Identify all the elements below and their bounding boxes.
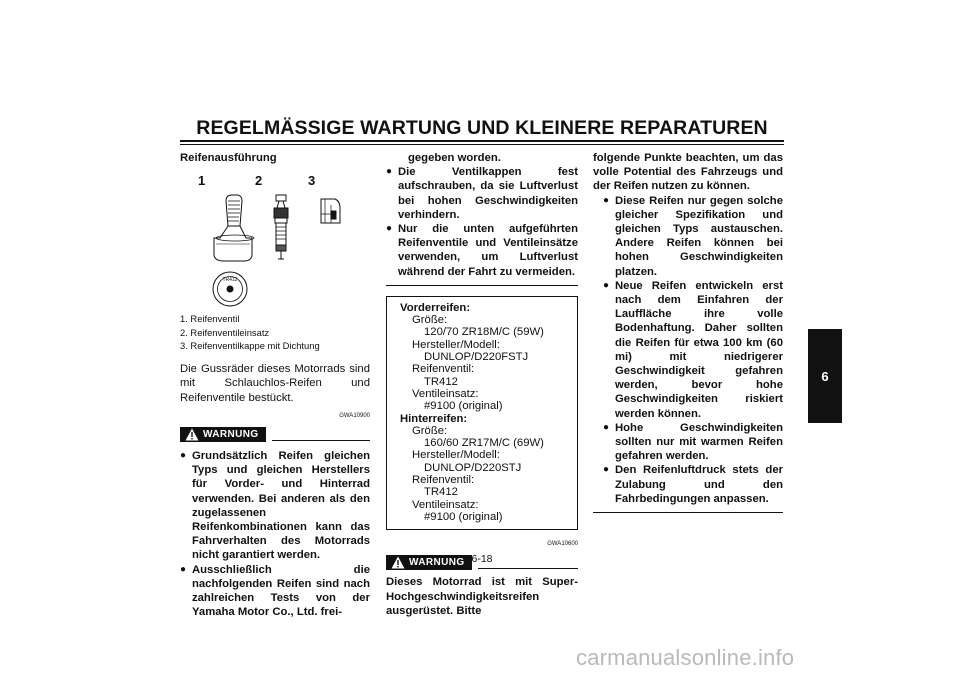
warning-triangle-icon bbox=[391, 556, 405, 569]
warning-badge bbox=[180, 427, 266, 442]
spec-label: Hersteller/Modell: bbox=[412, 338, 500, 351]
section-heading: Reifenausführung bbox=[180, 152, 277, 164]
list-item: ● Den Reifenluftdruck stets der Zulabung und den Fahrbedingungen anpassen. bbox=[603, 463, 783, 506]
spec-label: Ventileinsatz: bbox=[412, 498, 479, 511]
warning-text: Dieses Motorrad ist mit Super-Hochgeschwindigkeitsreifen ausgerüstet. Bitte bbox=[386, 576, 578, 617]
column-1 bbox=[180, 151, 370, 619]
chapter-tab-label: 6 bbox=[821, 368, 829, 384]
figure-captions bbox=[180, 312, 370, 352]
valve-illustration bbox=[180, 168, 370, 310]
spec-value: DUNLOP/D220STJ bbox=[424, 461, 522, 474]
spec-value: TR412 bbox=[424, 486, 458, 499]
warning-end-rule bbox=[593, 512, 783, 513]
list-item: ● Neue Reifen entwickeln erst nach dem Einfahren der Lauffläche ihre volle Bodenhaftung. Daher sollten die Reifen für etwa 100 km (60 mi) mit niedrigerer Geschwindigkeit gefahren werden, bevor hohe Geschwindigkeiten riskiert werden können. bbox=[603, 279, 783, 421]
header-rule bbox=[180, 140, 784, 142]
list-item: ● Nur die unten aufgeführten Reifenventile und Ventileinsätze verwenden, um Luftverlust während der Fahrt zu vermeiden. bbox=[386, 222, 578, 279]
spec-label: Ventileinsatz: bbox=[412, 387, 479, 400]
spec-value: DUNLOP/D220FSTJ bbox=[424, 351, 529, 364]
warning-triangle-icon bbox=[185, 428, 199, 441]
caption: 2. Reifenventileinsatz bbox=[180, 326, 270, 338]
chapter-tab[interactable] bbox=[808, 329, 842, 423]
figure-label-1: 1 bbox=[198, 173, 206, 189]
figure-label-3: 3 bbox=[308, 173, 316, 189]
warning-badge bbox=[386, 555, 472, 570]
caption: 3. Reifenventilkappe mit Dichtung bbox=[180, 339, 320, 351]
warning-list bbox=[593, 194, 783, 506]
warning-code: GWA10900 bbox=[339, 412, 370, 419]
continuation-text: gegeben worden. bbox=[408, 152, 501, 164]
warning-list bbox=[180, 449, 370, 619]
list-item: ● Diese Reifen nur gegen solche gleicher Spezifikation und gleichen Typs austauschen. Andere Reifen können bei hohen Geschwindigkeiten platzen. bbox=[603, 194, 783, 279]
warning-label: WARNUNG bbox=[409, 557, 465, 569]
list-item: ● Grundsätzlich Reifen gleichen Typs und gleichen Herstellers für Vorder- und Hinterrad verwenden. Bei anderen als den zugelassenen Reifenkombinationen kann das Fahrverhalten des Motorrads nicht garantiert werden. bbox=[180, 449, 370, 563]
watermark: carmanualsonline.info bbox=[576, 645, 795, 670]
header-rule-thin bbox=[180, 144, 784, 145]
body-paragraph: Die Gussräder dieses Motorrads sind mit Schlauchlos-Reifen und Reifenventile bestückt. bbox=[180, 363, 370, 404]
warning-rule bbox=[478, 568, 578, 569]
list-item: ● Die Ventilkappen fest aufschrauben, da sie Luftverlust bei hohen Geschwindigkeiten verhindern. bbox=[386, 165, 578, 222]
list-item: ● Hohe Geschwindigkeiten sollten nur mit warmen Reifen gefahren werden. bbox=[603, 421, 783, 464]
caption: 1. Reifenventil bbox=[180, 313, 240, 325]
tire-spec-box bbox=[386, 296, 578, 530]
warning-code: GWA10600 bbox=[547, 541, 578, 548]
warning-label: WARNUNG bbox=[203, 428, 259, 440]
page-number: 6-18 bbox=[471, 553, 493, 565]
spec-value: 160/60 ZR17M/C (69W) bbox=[424, 437, 544, 450]
spec-label: Reifenventil: bbox=[412, 473, 475, 486]
list-item: ● Ausschließlich die nachfolgenden Reifen sind nach zahlreichen Tests von der Yamaha Motor Co., Ltd. frei- bbox=[180, 563, 370, 620]
spec-value: 120/70 ZR18M/C (59W) bbox=[424, 326, 544, 339]
figure-label-2: 2 bbox=[255, 173, 263, 189]
valve-marking: TR412 bbox=[222, 277, 238, 284]
column-2 bbox=[386, 151, 578, 618]
spec-label: Größe: bbox=[412, 424, 448, 437]
page-title: REGELMÄSSIGE WARTUNG UND KLEINERE REPARATUREN bbox=[196, 117, 768, 139]
front-tire-heading: Vorderreifen: bbox=[400, 301, 471, 314]
spec-label: Reifenventil: bbox=[412, 363, 475, 376]
valve-figure bbox=[180, 168, 370, 310]
warning-rule bbox=[272, 440, 370, 441]
column-3 bbox=[593, 151, 783, 513]
spec-label: Hersteller/Modell: bbox=[412, 449, 500, 462]
spec-value: TR412 bbox=[424, 375, 458, 388]
warning-list bbox=[386, 165, 578, 279]
spec-value: #9100 (original) bbox=[424, 400, 503, 413]
spec-value: #9100 (original) bbox=[424, 510, 503, 523]
warning-header bbox=[180, 427, 370, 445]
warning-end-rule bbox=[386, 285, 578, 286]
rear-tire-heading: Hinterreifen: bbox=[400, 412, 468, 425]
spec-label: Größe: bbox=[412, 314, 448, 327]
warning-continuation: folgende Punkte beachten, um das volle Potential des Fahrzeugs und der Reifen nutzen zu können. bbox=[593, 152, 783, 193]
